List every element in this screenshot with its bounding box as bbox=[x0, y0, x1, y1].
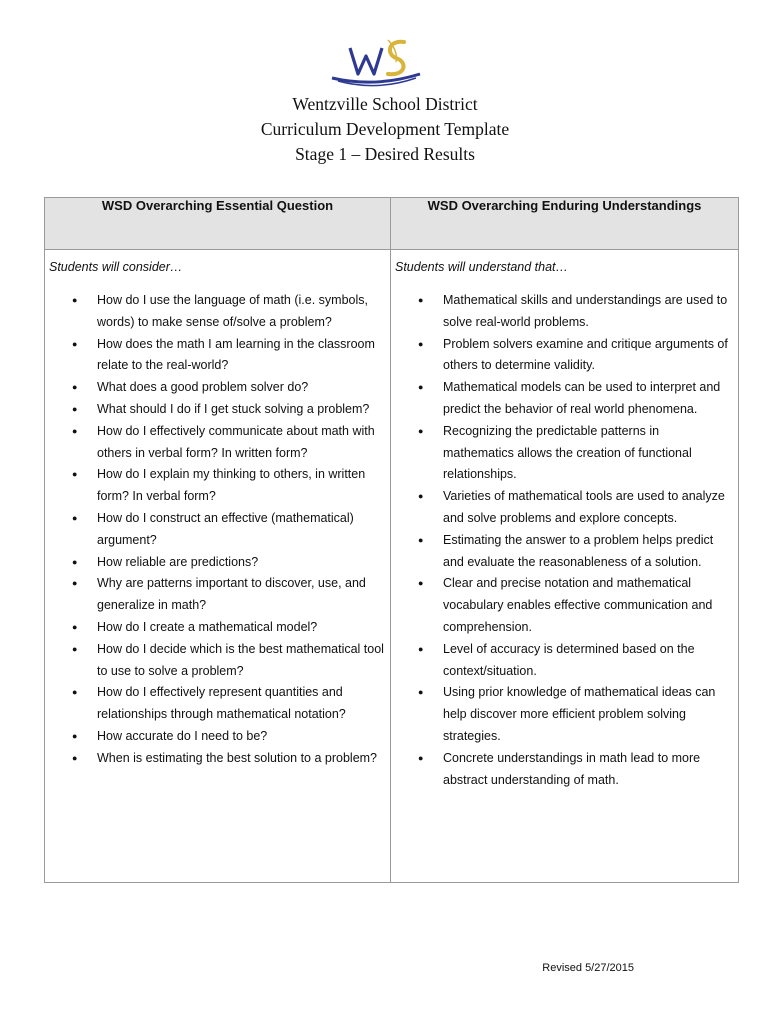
list-item: ● How accurate do I need to be? bbox=[45, 726, 390, 748]
list-item: ● Concrete understandings in math lead to more abstract understanding of math. bbox=[391, 748, 738, 792]
list-item: ● How do I construct an effective (mathematical) argument? bbox=[45, 508, 390, 552]
list-item: ● Clear and precise notation and mathematical vocabulary enables effective communication and comprehension. bbox=[391, 573, 738, 638]
list-item: ● Using prior knowledge of mathematical ideas can help discover more efficient problem solving strategies. bbox=[391, 682, 738, 747]
district-name: Wentzville School District bbox=[292, 94, 478, 114]
list-item: ● When is estimating the best solution to a problem? bbox=[45, 748, 390, 770]
list-item: ● How do I effectively represent quantities and relationships through mathematical notation? bbox=[45, 682, 390, 726]
enduring-understandings-cell bbox=[391, 250, 739, 883]
essential-questions-list bbox=[45, 290, 390, 770]
list-item: ● Estimating the answer to a problem helps predict and evaluate the reasonableness of a solution. bbox=[391, 530, 738, 574]
enduring-understandings-lead: Students will understand that… bbox=[395, 260, 569, 274]
list-item: ● Why are patterns important to discover, use, and generalize in math? bbox=[45, 573, 390, 617]
wsd-logo bbox=[328, 34, 424, 92]
enduring-understandings-list bbox=[391, 290, 738, 791]
template-name: Curriculum Development Template bbox=[260, 119, 510, 139]
stage-name: Stage 1 – Desired Results bbox=[295, 144, 475, 164]
table-body-row bbox=[45, 250, 739, 883]
desired-results-table bbox=[44, 197, 739, 883]
revised-date: Revised 5/27/2015 bbox=[542, 962, 634, 974]
essential-questions-lead: Students will consider… bbox=[49, 260, 183, 274]
list-item: ● What does a good problem solver do? bbox=[45, 377, 390, 399]
enduring-understandings-heading: WSD Overarching Enduring Understandings bbox=[391, 198, 739, 250]
list-item: ● Level of accuracy is determined based on the context/situation. bbox=[391, 639, 738, 683]
list-item: ● How do I create a mathematical model? bbox=[45, 617, 390, 639]
list-item: ● Varieties of mathematical tools are used to analyze and solve problems and explore concepts. bbox=[391, 486, 738, 530]
list-item: ● What should I do if I get stuck solving a problem? bbox=[45, 399, 390, 421]
list-item: ● Mathematical models can be used to interpret and predict the behavior of real world phenomena. bbox=[391, 377, 738, 421]
list-item: ● How reliable are predictions? bbox=[45, 552, 390, 574]
list-item: ● Problem solvers examine and critique arguments of others to determine validity. bbox=[391, 334, 738, 378]
list-item: ● Recognizing the predictable patterns in mathematics allows the creation of functional relationships. bbox=[391, 421, 738, 486]
list-item: ● How does the math I am learning in the classroom relate to the real-world? bbox=[45, 334, 390, 378]
table-header-row bbox=[45, 198, 739, 250]
essential-questions-cell bbox=[45, 250, 391, 883]
list-item: ● Mathematical skills and understandings are used to solve real-world problems. bbox=[391, 290, 738, 334]
list-item: ● How do I explain my thinking to others, in written form? In verbal form? bbox=[45, 464, 390, 508]
list-item: ● How do I decide which is the best mathematical tool to use to solve a problem? bbox=[45, 639, 390, 683]
wsd-swoosh-logo-icon bbox=[328, 34, 424, 92]
list-item: ● How do I effectively communicate about math with others in verbal form? In written form? bbox=[45, 421, 390, 465]
document-title bbox=[0, 92, 770, 167]
essential-question-heading: WSD Overarching Essential Question bbox=[45, 198, 391, 250]
list-item: ● How do I use the language of math (i.e. symbols, words) to make sense of/solve a problem? bbox=[45, 290, 390, 334]
